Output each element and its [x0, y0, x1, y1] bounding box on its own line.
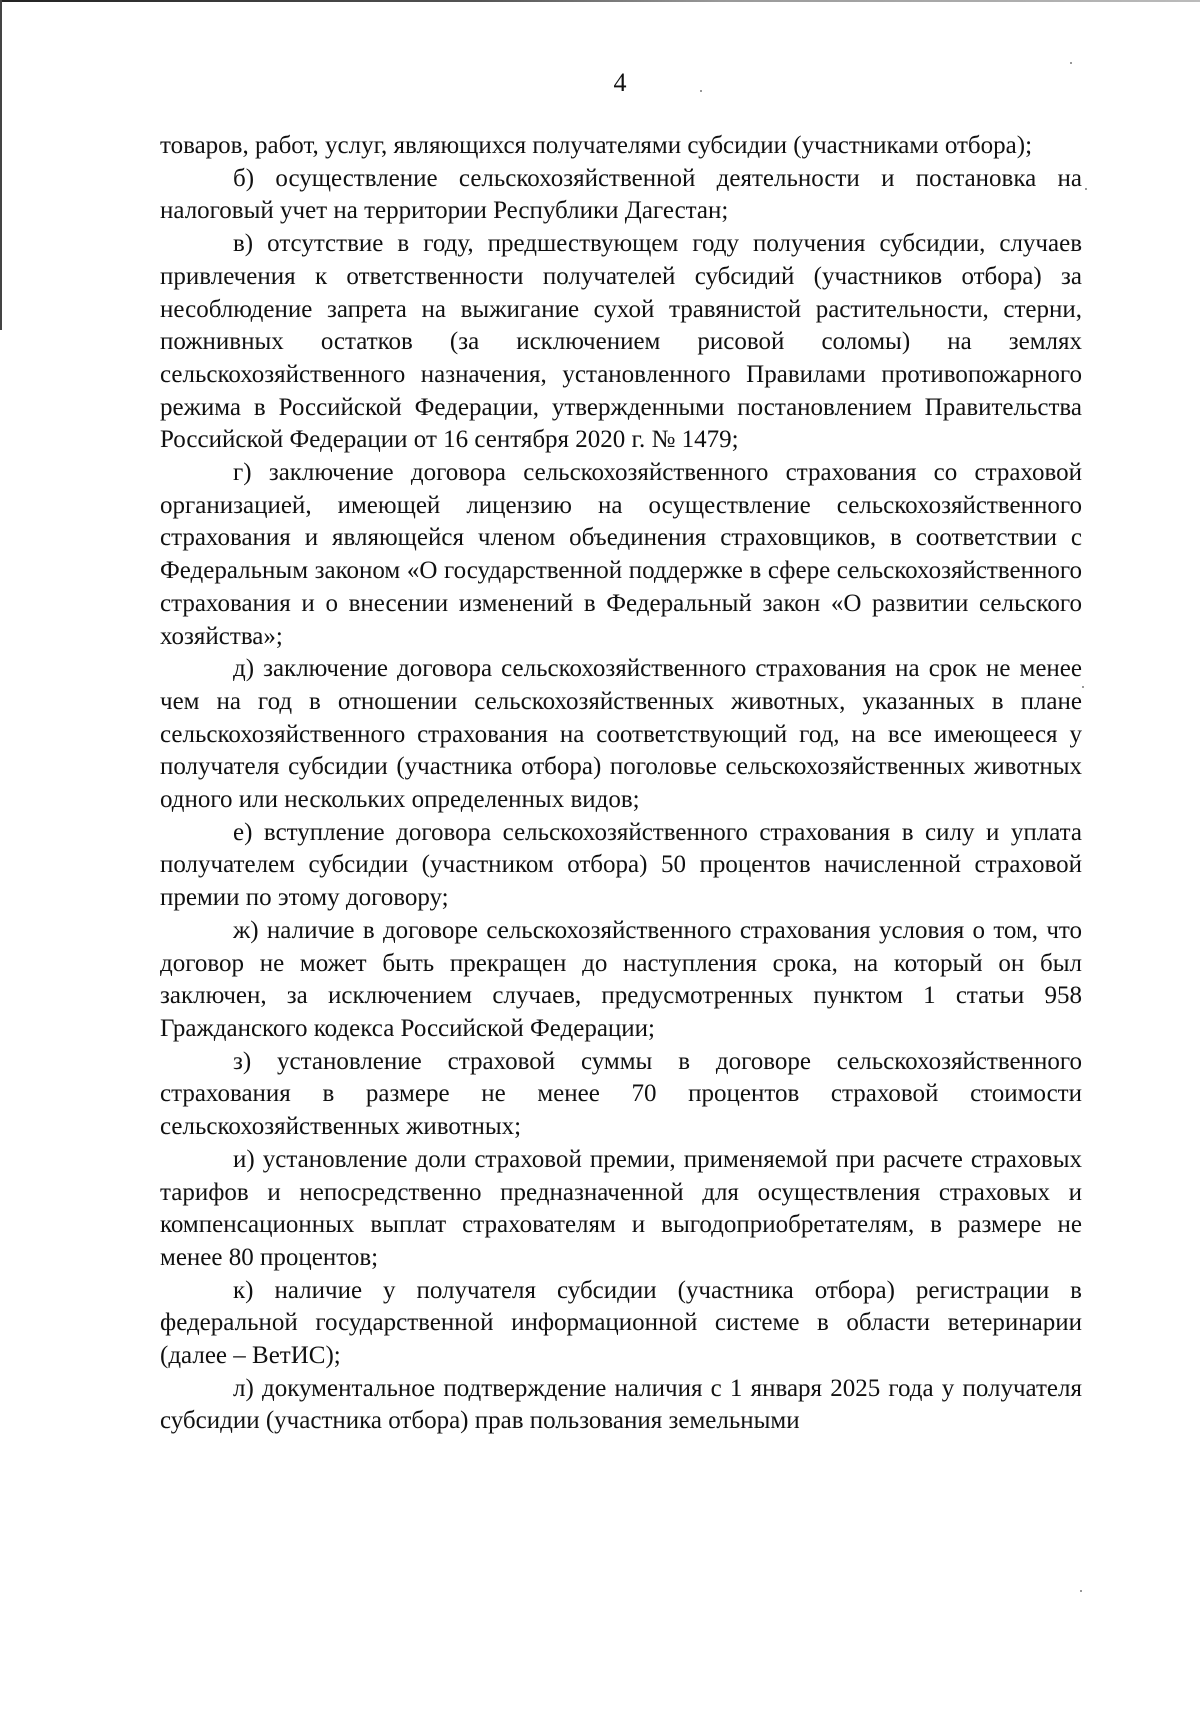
scan-speck: [1085, 188, 1087, 190]
paragraph: з) установление страховой суммы в договоре сельскохозяйственного страхования в размере не менее 70 процентов страховой стоимости сельскохозяйственных животных;: [160, 1047, 1082, 1141]
paragraph: к) наличие у получателя субсидии (участника отбора) регистрации в федеральной государственной информационной системе в области ветеринарии (далее – ВетИС);: [160, 1276, 1082, 1370]
paragraph: д) заключение договора сельскохозяйственного страхования на срок не менее чем на год в отношении сельскохозяйственных животных, указанных в плане сельскохозяйственного страхования на соответствующий год, на все имеющееся у получателя субсидии (участника отбора) поголовье сельскохозяйственных животных одного или нескольких определенных видов;: [160, 655, 1082, 814]
paragraph: в) отсутствие в году, предшествующем году получения субсидии, случаев привлечения к ответственности получателей субсидий (участников отбора) за несоблюдение запрета на выжигание сухой травянистой растительности, стерни, пожнивных остатков (за исключением рисовой соломы) на землях сельскохозяйственного назначения, установленного Правилами противопожарного режима в Российской Федерации, утвержденными постановлением Правительства Российской Федерации от 16 сентября 2020 г. № 1479;: [160, 230, 1082, 454]
scan-speck: [1070, 62, 1072, 64]
paragraph: товаров, работ, услуг, являющихся получателями субсидии (участниками отбора);: [160, 132, 1033, 159]
scan-edge-top: [0, 0, 1200, 2]
paragraph: ж) наличие в договоре сельскохозяйственного страхования условия о том, что договор не может быть прекращен до наступления срока, на который он был заключен, за исключением случаев, предусмотренных пунктом 1 статьи 958 Гражданского кодекса Российской Федерации;: [160, 916, 1082, 1042]
scan-speck: [1082, 686, 1084, 688]
paragraph: е) вступление договора сельскохозяйственного страхования в силу и уплата получателем субсидии (участником отбора) 50 процентов начисленной страховой премии по этому договору;: [160, 818, 1082, 912]
paragraph: и) установление доли страховой премии, применяемой при расчете страховых тарифов и непосредственно предназначенной для осуществления страховых и компенсационных выплат страхователям и выгодоприобретателям, в размере не менее 80 процентов;: [160, 1145, 1082, 1271]
scan-speck: [700, 90, 702, 92]
paragraph: б) осуществление сельскохозяйственной деятельности и постановка на налоговый учет на территории Республики Дагестан;: [160, 164, 1082, 225]
scan-speck: [1080, 1590, 1082, 1592]
paragraph: г) заключение договора сельскохозяйственного страхования со страховой организацией, имеющей лицензию на осуществление сельскохозяйственного страхования и являющейся членом объединения страховщиков, в соответствии с Федеральным законом «О государственной поддержке в сфере сельскохозяйственного страхования и о внесении изменений в Федеральный закон «О развитии сельского хозяйства»;: [160, 459, 1082, 650]
scan-edge-left: [0, 0, 2, 330]
paragraph: л) документальное подтверждение наличия с 1 января 2025 года у получателя субсидии (участника отбора) прав пользования земельными: [160, 1374, 1082, 1435]
document-body: [160, 130, 1082, 1438]
page-number: 4: [613, 68, 627, 97]
